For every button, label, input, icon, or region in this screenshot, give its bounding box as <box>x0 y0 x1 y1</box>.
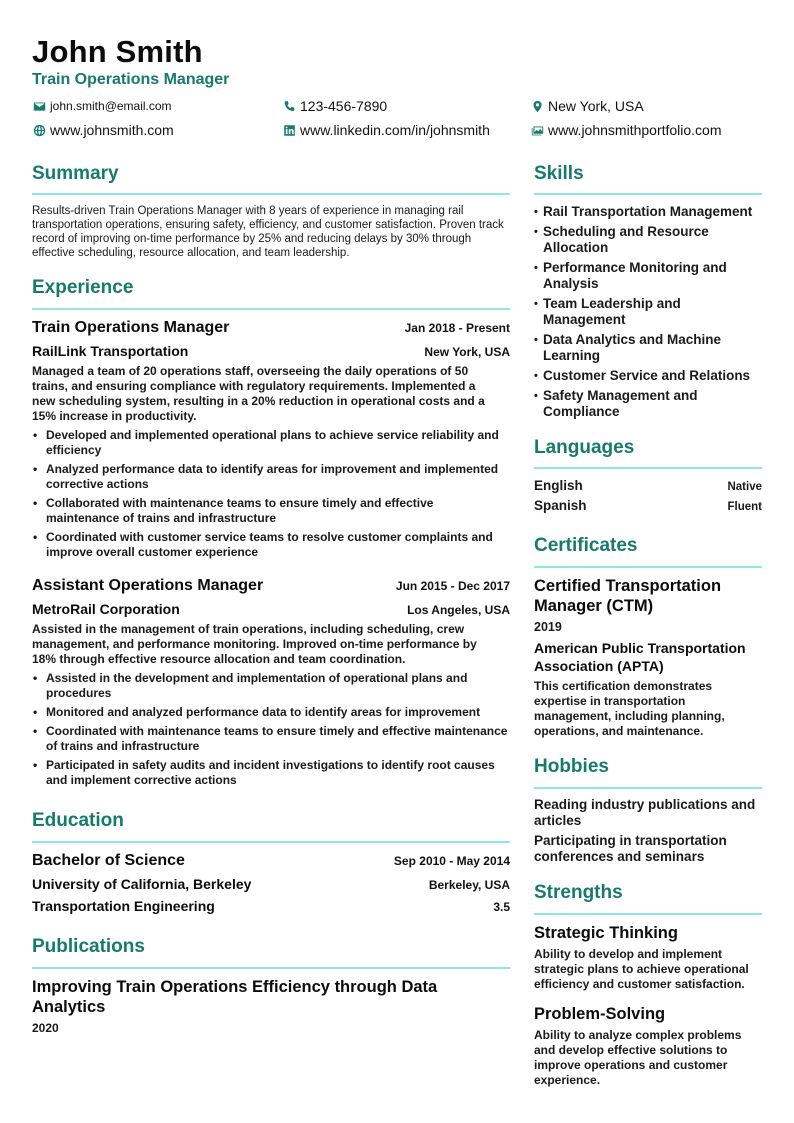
language-name: English <box>534 478 583 493</box>
job-dates: Jun 2015 - Dec 2017 <box>395 579 510 593</box>
language-name: Spanish <box>534 498 587 513</box>
contact-email-text: john.smith@email.com <box>50 99 172 113</box>
candidate-name: John Smith <box>32 34 203 69</box>
list-item: • Monitored and analyzed performance data to identify areas for improvement <box>32 705 510 720</box>
portfolio-icon <box>530 123 544 137</box>
education-heading: Education <box>32 810 124 831</box>
job-company: RailLink Transportation <box>32 343 189 359</box>
contact-portfolio[interactable] <box>530 122 722 138</box>
list-item: • Collaborated with maintenance teams to ensure timely and effective maintenance of trains and infrastructure <box>32 496 510 526</box>
certificate-name: Certified Transportation Manager (CTM) <box>534 577 722 615</box>
job-company: MetroRail Corporation <box>32 601 180 617</box>
certificates-divider <box>534 566 762 568</box>
hobbies-heading: Hobbies <box>534 756 609 777</box>
strength-name: Strategic Thinking <box>534 924 678 942</box>
language-level: Native <box>727 481 762 493</box>
list-item: • Customer Service and Relations <box>534 368 762 384</box>
contact-phone-text: 123-456-7890 <box>300 98 388 114</box>
hobbies-divider <box>534 787 762 789</box>
job-dates: Jan 2018 - Present <box>404 321 510 335</box>
job-location: Los Angeles, USA <box>407 603 510 617</box>
contact-portfolio-text: www.johnsmithportfolio.com <box>548 122 722 138</box>
languages-divider <box>534 467 762 469</box>
education-field: Transportation Engineering <box>32 898 215 914</box>
certificate-name: American Public Transportation Association (APTA) <box>534 640 746 674</box>
list-item: • Performance Monitoring and Analysis <box>534 260 762 292</box>
education-gpa: 3.5 <box>493 900 510 914</box>
job-bullets <box>32 671 510 792</box>
language-row <box>534 478 762 493</box>
map-pin-icon <box>530 99 544 113</box>
language-row <box>534 498 762 513</box>
strengths-divider <box>534 913 762 915</box>
skills-divider <box>534 193 762 195</box>
strengths-heading: Strengths <box>534 882 623 903</box>
contact-website-text: www.johnsmith.com <box>50 122 174 138</box>
phone-icon <box>282 99 296 113</box>
certificate-year: 2019 <box>534 620 562 634</box>
education-school: University of California, Berkeley <box>32 876 252 892</box>
list-item: • Participated in safety audits and incident investigations to identify root causes and implement corrective actions <box>32 758 510 788</box>
contact-website[interactable] <box>32 122 174 138</box>
job-location: New York, USA <box>424 345 510 359</box>
list-item: • Team Leadership and Management <box>534 296 762 328</box>
experience-heading: Experience <box>32 277 134 298</box>
experience-divider <box>32 308 510 310</box>
education-dates: Sep 2010 - May 2014 <box>393 854 510 868</box>
list-item: • Safety Management and Compliance <box>534 388 762 420</box>
list-item: • Data Analytics and Machine Learning <box>534 332 762 364</box>
job-description: Assisted in the management of train operations, including scheduling, crew management, and performance monitoring. Improved on-time performance by 18% through effective resource allocation and team coordination. <box>32 622 477 666</box>
contact-email[interactable] <box>32 99 172 113</box>
contact-linkedin[interactable] <box>282 122 490 138</box>
contact-phone[interactable] <box>282 98 387 114</box>
hobby-item: Participating in transportation conferences and seminars <box>534 833 727 864</box>
list-item: • Assisted in the development and implementation of operational plans and procedures <box>32 671 510 701</box>
publications-divider <box>32 967 510 969</box>
skills-list <box>534 204 762 424</box>
summary-text: Results-driven Train Operations Manager with 8 years of experience in managing rail transportation operations, ensuring safety, efficiency, and customer satisfaction. Proven track record of improving on-time performance by 25% and reducing delays by 30% through effective scheduling, resource allocation, and team leadership. <box>32 205 504 259</box>
publications-heading: Publications <box>32 936 145 957</box>
contact-linkedin-text: www.linkedin.com/in/johnsmith <box>300 122 490 138</box>
skills-heading: Skills <box>534 163 584 184</box>
strength-description: Ability to analyze complex problems and develop effective solutions to improve operations and customer experience. <box>534 1028 742 1087</box>
job-description: Managed a team of 20 operations staff, overseeing the daily operations of 50 trains, and ensuring compliance with regulatory requirements. Implemented a new scheduling system, resulting in a 20% reduction in operational costs and a 15% increase in productivity. <box>32 364 485 423</box>
summary-heading: Summary <box>32 163 119 184</box>
publication-title: Improving Train Operations Efficiency through Data Analytics <box>32 978 438 1016</box>
list-item: • Developed and implemented operational plans to achieve service reliability and efficiency <box>32 428 510 458</box>
job-title: Train Operations Manager <box>32 319 230 336</box>
contact-location-text: New York, USA <box>548 98 644 114</box>
strength-name: Problem-Solving <box>534 1005 666 1023</box>
education-divider <box>32 841 510 843</box>
education-degree: Bachelor of Science <box>32 852 185 869</box>
envelope-icon <box>32 99 46 113</box>
list-item: • Rail Transportation Management <box>534 204 762 220</box>
hobby-item: Reading industry publications and articles <box>534 797 756 828</box>
certificates-heading: Certificates <box>534 535 638 556</box>
globe-icon <box>32 123 46 137</box>
candidate-role: Train Operations Manager <box>32 71 230 88</box>
list-item: • Coordinated with customer service teams to resolve customer complaints and improve overall customer experience <box>32 530 510 560</box>
linkedin-icon <box>282 123 296 137</box>
job-title: Assistant Operations Manager <box>32 577 264 594</box>
certificate-description: This certification demonstrates expertise in transportation management, including planning, operations, and maintenance. <box>534 679 725 738</box>
languages-heading: Languages <box>534 437 635 458</box>
strength-description: Ability to develop and implement strategic plans to achieve operational efficiency and customer satisfaction. <box>534 947 749 991</box>
summary-divider <box>32 193 510 195</box>
publication-year: 2020 <box>32 1021 59 1035</box>
list-item: • Coordinated with maintenance teams to ensure timely and effective maintenance of trains and infrastructure <box>32 724 510 754</box>
contact-location <box>530 98 644 114</box>
job-bullets <box>32 428 510 564</box>
language-level: Fluent <box>727 501 762 513</box>
list-item: • Scheduling and Resource Allocation <box>534 224 762 256</box>
list-item: • Analyzed performance data to identify areas for improvement and implemented corrective actions <box>32 462 510 492</box>
education-location: Berkeley, USA <box>428 878 510 892</box>
